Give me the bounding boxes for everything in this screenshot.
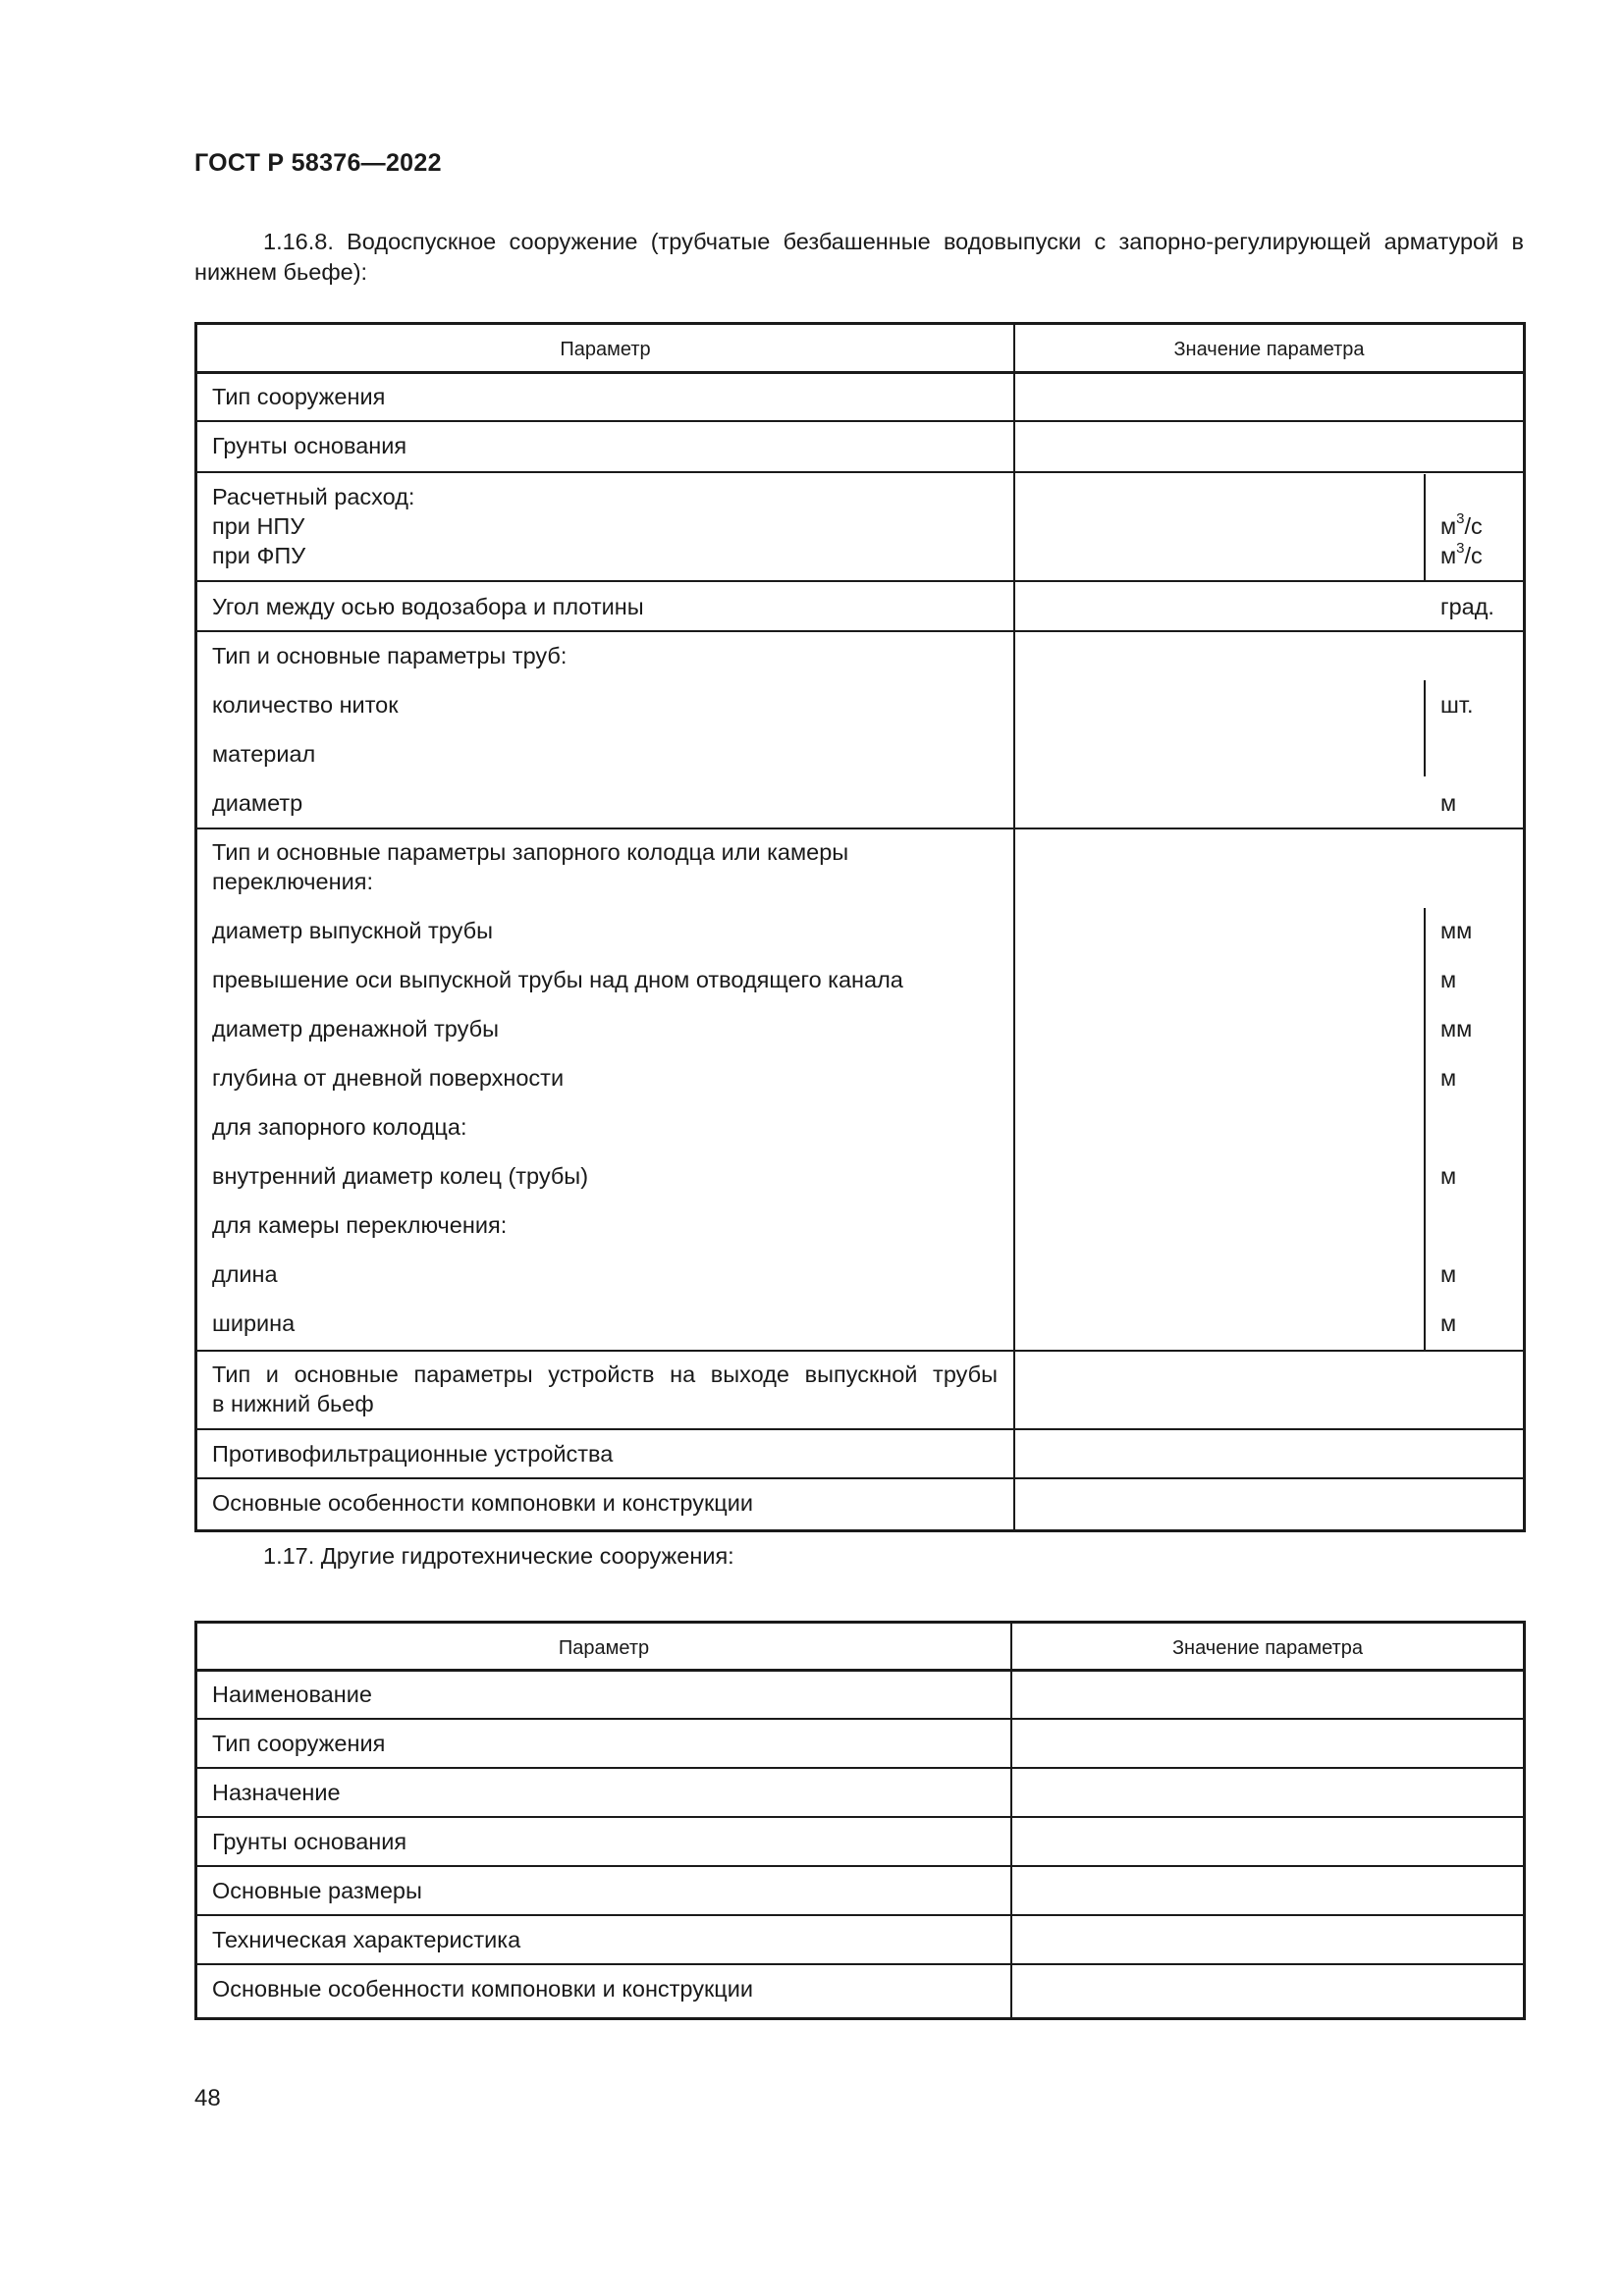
row-label: Основные особенности компоновки и конструкции bbox=[212, 1976, 753, 2002]
row-sublabel: внутренний диаметр колец (трубы) bbox=[212, 1163, 589, 1189]
row-separator bbox=[197, 1816, 1523, 1818]
row-separator bbox=[197, 1914, 1523, 1916]
row-separator bbox=[197, 1963, 1523, 1965]
row-sublabel: диаметр bbox=[212, 790, 303, 816]
row-separator bbox=[197, 1428, 1523, 1430]
column-divider bbox=[1010, 1624, 1012, 2017]
column-header-value: Значение параметра bbox=[1171, 1637, 1364, 1659]
column-header-parameter: Параметр bbox=[560, 339, 651, 360]
row-label: Угол между осью водозабора и плотины bbox=[212, 594, 644, 619]
column-header-value: Значение параметра bbox=[1173, 339, 1365, 360]
unit-label: м bbox=[1440, 790, 1457, 816]
document-code: ГОСТ Р 58376—2022 bbox=[194, 149, 442, 177]
row-separator bbox=[197, 630, 1523, 632]
unit-label: $м^3/с$ bbox=[1440, 540, 1483, 568]
row-sublabel: количество ниток bbox=[212, 692, 399, 718]
unit-label: м bbox=[1440, 1310, 1457, 1336]
row-label: Тип сооружения bbox=[212, 384, 386, 409]
row-sublabel: при НПУ bbox=[212, 513, 305, 539]
unit-label: мм bbox=[1440, 918, 1473, 943]
unit-divider bbox=[1424, 908, 1426, 1351]
row-label: переключения: bbox=[212, 869, 373, 894]
row-sublabel: диаметр выпускной трубы bbox=[212, 918, 493, 943]
column-header-parameter: Параметр bbox=[558, 1637, 650, 1659]
row-label: Грунты основания bbox=[212, 1829, 407, 1854]
unit-label: м bbox=[1440, 1261, 1457, 1287]
row-sublabel: длина bbox=[212, 1261, 278, 1287]
row-label: Тип и основные параметры запорного колодца или камеры bbox=[212, 839, 849, 865]
row-label: Основные размеры bbox=[212, 1878, 422, 1903]
row-label: Основные особенности компоновки и конструкции bbox=[212, 1490, 753, 1516]
row-label: Тип и основные параметры устройств на выходе выпускной трубы bbox=[212, 1362, 998, 1387]
row-label: Противофильтрационные устройства bbox=[212, 1441, 614, 1467]
row-sublabel: превышение оси выпускной трубы над дном отводящего канала bbox=[212, 967, 903, 992]
header-separator bbox=[197, 1669, 1523, 1672]
row-label: в нижний бьеф bbox=[212, 1391, 374, 1416]
row-sublabel: для запорного колодца: bbox=[212, 1114, 467, 1140]
table-water-outlet bbox=[194, 322, 1526, 1532]
row-label: Расчетный расход: bbox=[212, 484, 415, 509]
unit-divider bbox=[1424, 680, 1426, 776]
column-divider bbox=[1013, 325, 1015, 1529]
row-label: Тип сооружения bbox=[212, 1731, 386, 1756]
row-separator bbox=[197, 1477, 1523, 1479]
unit-label: мм bbox=[1440, 1016, 1473, 1041]
header-separator bbox=[197, 371, 1523, 374]
row-label: Грунты основания bbox=[212, 433, 407, 458]
row-separator bbox=[197, 420, 1523, 422]
row-separator bbox=[197, 1718, 1523, 1720]
unit-label: $м^3/с$ bbox=[1440, 510, 1483, 539]
row-sublabel: диаметр дренажной трубы bbox=[212, 1016, 499, 1041]
row-sublabel: материал bbox=[212, 741, 316, 767]
row-separator bbox=[197, 1350, 1523, 1352]
row-separator bbox=[197, 471, 1523, 473]
row-label: Наименование bbox=[212, 1682, 372, 1707]
row-label: Тип и основные параметры труб: bbox=[212, 643, 568, 668]
row-sublabel: глубина от дневной поверхности bbox=[212, 1065, 565, 1091]
unit-label: м bbox=[1440, 967, 1457, 992]
unit-label: шт. bbox=[1440, 692, 1474, 718]
unit-label: град. bbox=[1440, 594, 1494, 619]
row-label: Техническая характеристика bbox=[212, 1927, 521, 1952]
page-number: 48 bbox=[194, 2085, 221, 2111]
row-separator bbox=[197, 1865, 1523, 1867]
row-sublabel: при ФПУ bbox=[212, 543, 306, 568]
row-separator bbox=[197, 1767, 1523, 1769]
row-sublabel: ширина bbox=[212, 1310, 296, 1336]
unit-label: м bbox=[1440, 1065, 1457, 1091]
section-1-17-text: 1.17. Другие гидротехнические сооружения: bbox=[263, 1543, 734, 1569]
table-other-structures bbox=[194, 1621, 1526, 2020]
row-sublabel: для камеры переключения: bbox=[212, 1212, 508, 1238]
row-separator bbox=[197, 580, 1523, 582]
row-separator bbox=[197, 828, 1523, 829]
unit-divider bbox=[1424, 474, 1426, 582]
section-1-16-8-text: 1.16.8. Водоспускное сооружение (трубчатые безбашенные водовыпуски с запорно-регулирующей арматурой в нижнем бьефе): bbox=[194, 229, 1524, 285]
unit-label: м bbox=[1440, 1163, 1457, 1189]
row-label: Назначение bbox=[212, 1780, 341, 1805]
